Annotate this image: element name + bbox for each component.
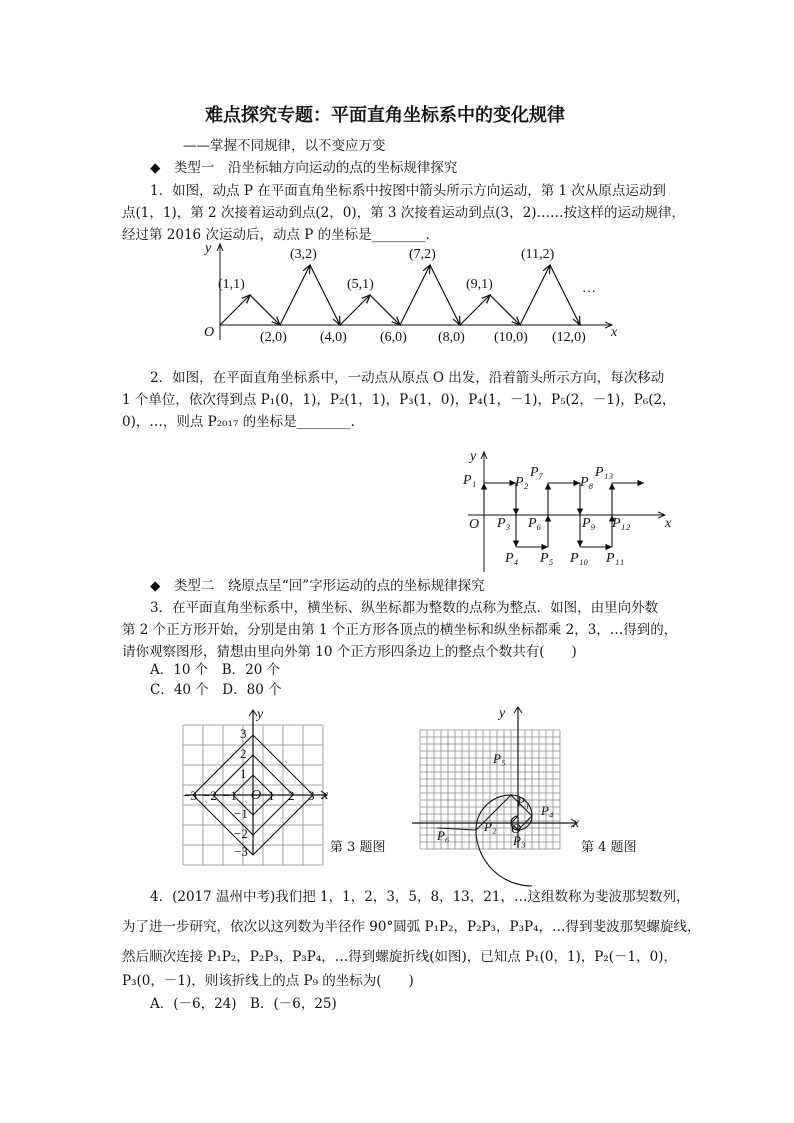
q1-peak-label: (11,2): [521, 247, 555, 262]
q4-point-label: P₃: [513, 833, 526, 848]
q2-line2: 1 个单位，依次得到点 P₁(0，1)，P₂(1，1)，P₃(1，0)，P₄(1，－1)，P₅(2，－1)，P₆(2，: [122, 392, 676, 408]
q1-y-label: y: [205, 241, 212, 256]
q1-bottom-label: (12,0): [552, 330, 586, 345]
q2-point-label: P₁₃: [595, 465, 614, 480]
q4-line4: P₃(0，－1)，则该折线上的点 P₉ 的坐标为( ): [122, 973, 414, 989]
q1-bottom-label: (8,0): [438, 330, 465, 345]
q2-point-label: P₁₁: [606, 551, 625, 566]
q1-bottom-label: (10,0): [494, 330, 528, 345]
q2-origin: O: [469, 517, 480, 532]
q1-bottom-label: (4,0): [320, 330, 347, 345]
q1-segment: [460, 295, 490, 325]
q4-line1: 4．(2017 温州中考)我们把 1，1，2，3，5，8，13，21，…这组数称为斐波那契数列，: [150, 889, 690, 905]
q3-line3: 请你观察图形，猜想由里向外第 10 个正方形四条边上的整点个数共有( ): [122, 644, 577, 660]
section-type2-heading: ◆ 类型二 绕原点呈“回”字形运动的点的坐标规律探究: [150, 578, 485, 594]
q2-y-label: y: [470, 449, 477, 464]
q2-point-label: P₁₀: [570, 551, 589, 566]
q4-line2: 为了进一步研究，依次以这列数为半径作 90°圆弧 P₁P₂，P₂P₃，P₃P₄，…得到斐波那契螺旋线，: [122, 919, 701, 935]
q2-point-label: P₄: [505, 551, 519, 566]
q4-x-label: x: [573, 816, 580, 831]
q1-segment: [520, 265, 550, 325]
q3-y-tick: −1: [234, 806, 248, 821]
q1-segment: [340, 295, 370, 325]
q1-segment: [250, 295, 280, 325]
q3-x-tick: 1: [268, 788, 275, 803]
q1-peak-label: (7,2): [409, 247, 436, 262]
q1-peak-label: (9,1): [466, 277, 493, 292]
q1-peak-label: (1,1): [218, 277, 245, 292]
q4-caption: 第 4 题图: [581, 840, 637, 855]
q2-line3: 0)，…，则点 P₂₀₁₇ 的坐标是________．: [122, 414, 365, 430]
q3-line1: 3．在平面直角坐标系中，横坐标、纵坐标都为整数的点称为整点．如图，由里向外数: [150, 600, 659, 616]
q1-segment: [220, 295, 250, 325]
q1-line3: 经过第 2016 次运动后，动点 P 的坐标是________．: [122, 227, 440, 243]
q3-x-label: x: [322, 788, 329, 803]
q1-bottom-label: (6,0): [380, 330, 407, 345]
q4-line3: 然后顺次连接 P₁P₂，P₂P₃，P₃P₄，…得到螺旋折线(如图)，已知点 P₁(0，1)，P₂(－1，0)，: [122, 949, 678, 965]
q1-segment: [370, 295, 400, 325]
q1-segment: [280, 265, 310, 325]
q1-line1: 1．如图，动点 P 在平面直角坐标系中按图中箭头所示方向运动，第 1 次从原点运动到: [150, 183, 666, 199]
q4-origin: O: [511, 822, 522, 837]
q2-point-label: P₈: [580, 475, 594, 490]
q3-y-tick: 1: [240, 766, 247, 781]
q2-line1: 2．如图，在平面直角坐标系中，一动点从原点 O 出发，沿着箭头所示方向，每次移动: [150, 370, 665, 386]
q3-caption: 第 3 题图: [330, 840, 386, 855]
q3-origin: O: [251, 788, 262, 803]
q1-segment: [400, 265, 430, 325]
q3-y-label: y: [257, 707, 264, 722]
q2-x-label: x: [665, 516, 672, 531]
q3-options-ab: A．10 个 B．20 个: [150, 662, 281, 678]
q3-line2: 第 2 个正方形开始，分别是由第 1 个正方形各顶点的横坐标和纵坐标都乘 2，3，…得到的，: [122, 622, 678, 638]
q2-point-label: P₁: [463, 473, 477, 488]
q4-figure: [410, 700, 585, 860]
q4-options-ab: A．(－6，24) B．(－6，25): [150, 996, 337, 1012]
q4-y-label: y: [499, 706, 506, 721]
q2-point-label: P₅: [540, 551, 554, 566]
q3-x-tick: 3: [308, 788, 315, 803]
section-type1-heading: ◆ 类型一 沿坐标轴方向运动的点的坐标规律探究: [150, 160, 458, 176]
q1-origin: O: [204, 325, 215, 340]
q4-point-label: P₄: [541, 803, 554, 818]
q1-segment: [490, 295, 520, 325]
q3-figure: [180, 700, 340, 860]
q1-figure: [195, 238, 625, 348]
q3-y-tick: 3: [240, 726, 247, 741]
q2-point-label: P₆: [528, 516, 542, 531]
q4-point-label: P₅: [493, 751, 506, 766]
q2-point-label: P₃: [497, 516, 511, 531]
q2-point-label: P₇: [530, 465, 544, 480]
q2-point-label: P₂: [515, 475, 529, 490]
q1-segment: [310, 265, 340, 325]
q1-x-label: x: [611, 325, 618, 340]
q4-point-label: P₆: [437, 828, 450, 843]
q3-x-tick: 2: [288, 788, 295, 803]
q3-x-tick: −3: [183, 788, 197, 803]
q3-y-tick: 2: [240, 746, 247, 761]
q1-segment: [550, 265, 580, 325]
q1-ellipsis: …: [582, 281, 596, 296]
q1-bottom-label: (2,0): [260, 330, 287, 345]
q4-point-label: P₁: [517, 794, 530, 809]
q1-segment: [430, 265, 460, 325]
q1-line2: 点(1，1)，第 2 次接着运动到点(2，0)，第 3 次接着运动到点(3，2)……按这样的运动规律，: [122, 205, 685, 221]
q1-peak-label: (5,1): [347, 277, 374, 292]
q2-point-label: P₁₂: [612, 516, 631, 531]
q3-y-tick: −3: [234, 844, 248, 859]
q2-point-label: P₉: [582, 516, 596, 531]
q3-x-tick: −2: [203, 788, 217, 803]
q3-y-tick: −2: [234, 826, 248, 841]
page-title: 难点探究专题：平面直角坐标系中的变化规律: [205, 105, 565, 126]
q3-options-cd: C．40 个 D．80 个: [150, 682, 282, 698]
q2-figure: [455, 445, 685, 575]
q3-x-tick: −1: [223, 788, 237, 803]
page-subtitle: ——掌握不同规律，以不变应万变: [183, 138, 386, 154]
q1-peak-label: (3,2): [290, 247, 317, 262]
q4-point-label: P₂: [484, 819, 497, 834]
